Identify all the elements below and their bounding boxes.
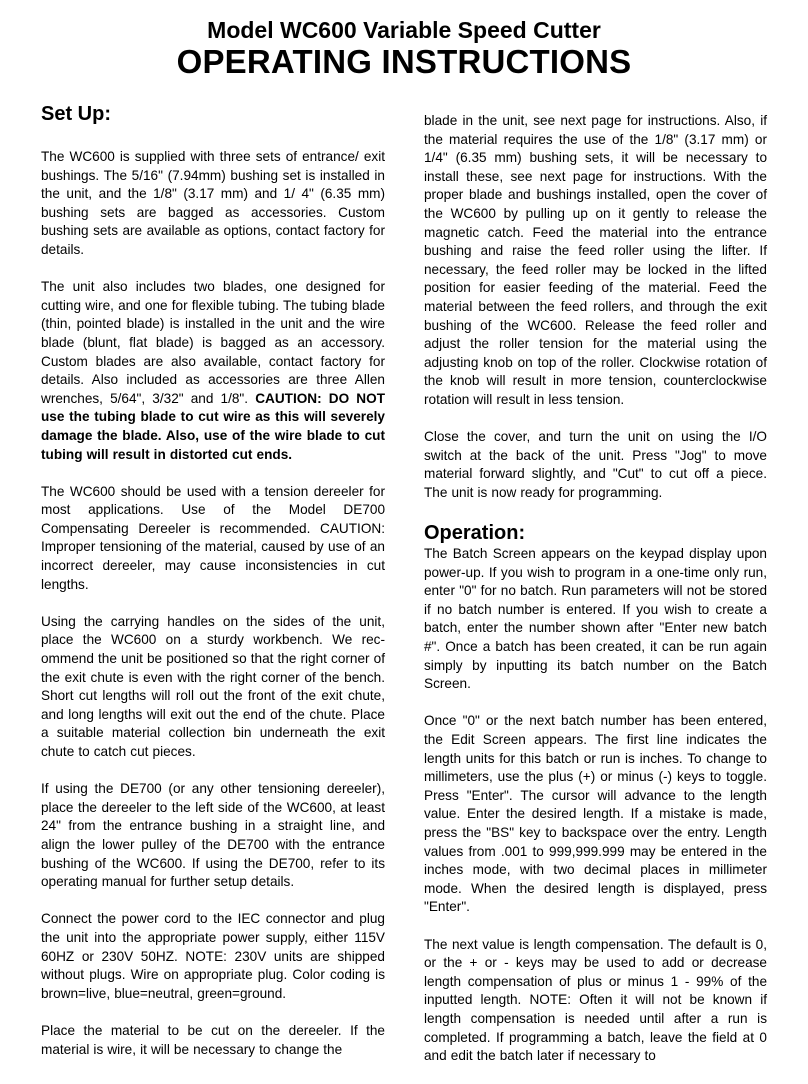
operation-paragraph-3: The next value is length compensation. The default is 0, or the + or - keys may be used to add or decrease length compensation of plus or minus 1 - 99% of the inputted length. NOTE: Often it will not be known if length compensation is needed until after a run is completed. If programming a batch, leave the field at 0 and edit the batch later if necessary to [424, 936, 767, 1064]
setup-paragraph-7-continued: blade in the unit, see next page for instructions. Also, if the material requires the use of the 1/8" (3.17 mm) or 1/4" (6.35 mm) bushing sets, it will be necessary to install these, see next page for instructions. With the proper blade and bushings installed, open the cover of the WC600 by pulling up on it gently to release the magnetic catch. Feed the material into the entrance bushing and raise the feed roller using the lifter. If necessary, the feed roller may be locked in the lifted position for easier feeding of the material. Feed the material between the feed rollers, and through the exit bushing of the WC600. Release the feed roller and adjust the roller tension for the material using the adjusting knob on top of the roller. Clockwise rotation of the knob will result in more tension, counterclockwise rotation will result in less tension. [424, 113, 767, 407]
setup-paragraph-3: The WC600 should be used with a tension dereeler for most applications. Use of the Model DE700 Compensating Dereeler is recommended. CAUTION: Improper tensioning of the material, caused by use of an incorrect dereeler, may cause inconsistencies in cut lengths. [41, 483, 385, 592]
operation-paragraph-2: Once "0" or the next batch number has been entered, the Edit Screen appears. The first line indicates the length units for this batch or run is inches. To change to millimeters, use the plus (+) or minus (-) keys to toggle. Press "Enter". The cursor will advance to the length value. Enter the desired length. If a mistake is made, press the "BS" key to backspace over the entry. Length values from .001 to 999,999.999 may be entered in the inches mode, with two decimal places in millimeter mode. When the desired length is displayed, press "Enter". [424, 713, 767, 915]
operation-heading: Operation: [424, 522, 526, 545]
operation-paragraph-1: The Batch Screen appears on the keypad display upon power-up. If you wish to program in a one-time only run, enter "0" for no batch. Run parameters will not be stored if no batch number is entered. If you wish to create a batch, enter the number shown after "Enter new batch #". Once a batch has been created, it can be run again simply by inputting its batch number on the Batch Screen. [424, 546, 767, 692]
right-column [424, 112, 767, 1084]
document-subtitle: OPERATING INSTRUCTIONS [176, 43, 632, 80]
left-column [41, 102, 385, 1078]
setup-paragraph-1: The WC600 is supplied with three sets of entrance/ exit bushings. The 5/16" (7.94mm) bushing set is installed in the unit, and the 1/8" (3.17 mm) and 1/ 4" (6.35 mm) bushing sets are bagged as accessories. Custom bushing sets are available as options, contact factory for details. [41, 149, 385, 257]
setup-paragraph-6: Connect the power cord to the IEC connector and plug the unit into the appropriate power supply, either 115V 60HZ or 230V 50HZ. NOTE: 230V units are shipped without plugs. Wire on appropriate plug. Color coding is brown=live, blue=neutral, green=ground. [41, 911, 385, 1001]
setup-paragraph-2 [41, 278, 385, 464]
blades-text: The unit also includes two blades, one designed for cutting wire, and one for flexible tubing. The tubing blade (thin, pointed blade) is installed in the unit and the wire blade (blunt, flat blade) is bagged as an accessory. Custom blades are also available, contact factory for details. Also included as accessories are three Allen wrenches, 5/64", 3/32" and 1/8". [41, 279, 385, 406]
caution-text: CAUTION: DO NOT use the tubing blade to cut wire as this will severely damage the blade. Also, use of the wire blade to cut tubing will result in distorted cut ends. [41, 390, 385, 462]
setup-paragraph-8: Close the cover, and turn the unit on using the I/O switch at the back of the unit. Press "Jog" to move material forward slightly, and "Cut" to cut off a piece. The unit is now ready for programming. [424, 429, 767, 500]
document-header [0, 16, 808, 80]
setup-paragraph-4: Using the carrying handles on the sides of the unit, place the WC600 on a sturdy workbench. We recommend the unit be positioned so that the right corner of the exit chute is even with the right corner of the bench. Short cut lengths will roll out the front of the exit chute, and long lengths will exit out the end of the chute. Place a suitable material collection bin underneath the exit chute to catch cut pieces. [41, 613, 385, 759]
setup-heading: Set Up: [41, 103, 111, 125]
setup-paragraph-5: If using the DE700 (or any other tensioning dereeler), place the dereeler to the left side of the WC600, at least 24" from the entrance bushing in a straight line, and align the lower pulley of the DE700 with the entrance bushing of the WC600. If using the DE700, refer to its operating manual for further setup details. [41, 781, 385, 890]
setup-paragraph-7: Place the material to be cut on the dereeler. If the material is wire, it will be necessary to change the [41, 1022, 385, 1057]
document-title: Model WC600 Variable Speed Cutter [207, 17, 601, 43]
